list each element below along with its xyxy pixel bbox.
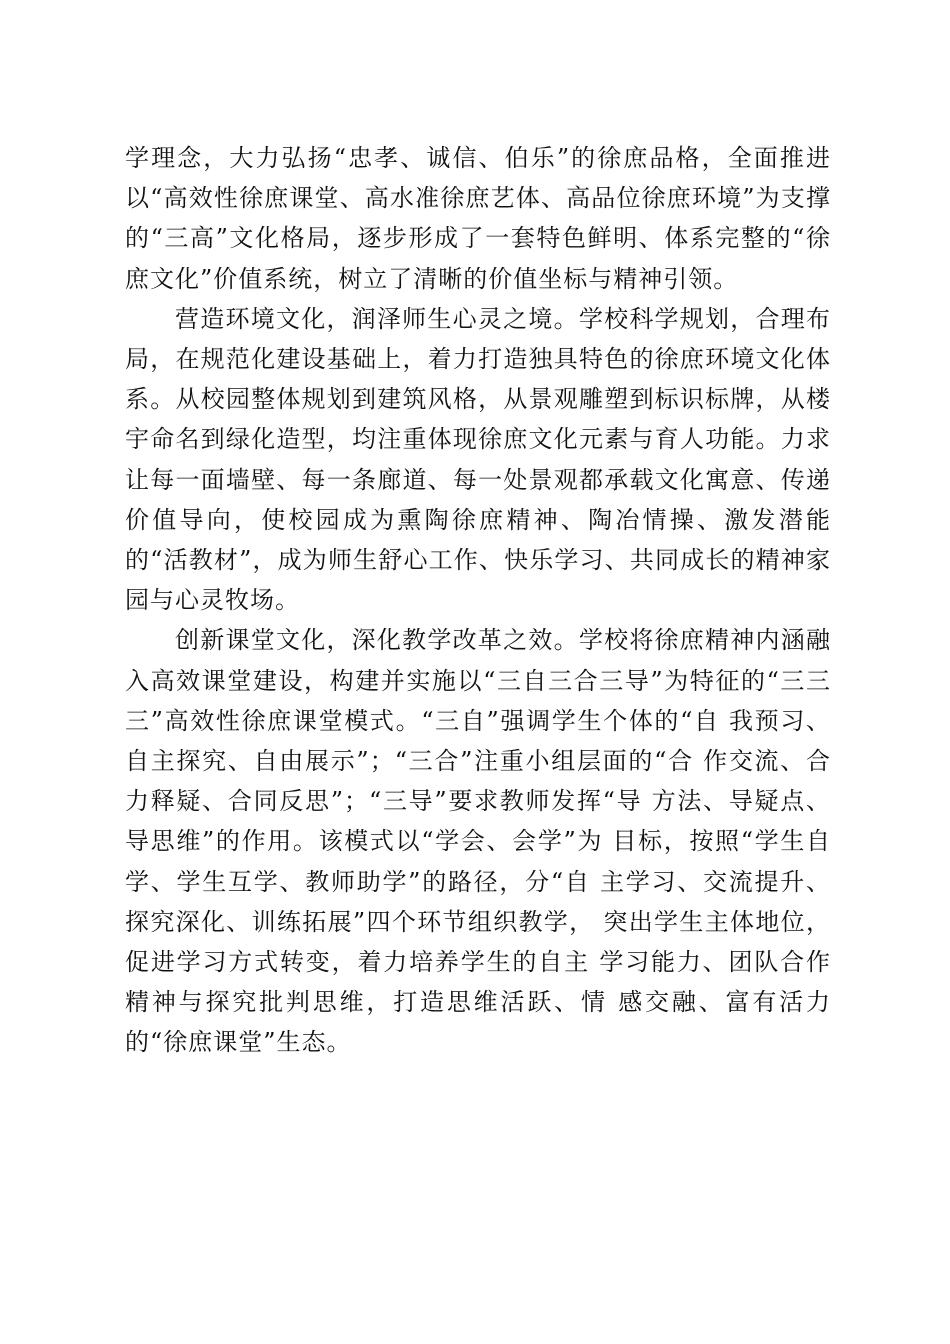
paragraph-classroom-culture: 创新课堂文化，深化教学改革之效。学校将徐庶精神内涵融入高效课堂建设，构建并实施以“三自三合三导”为特征的“三三三”高效性徐庶课堂模式。“三自”强调学生个体的“自 我预习、自主探究、自由展示”；“三合”注重小组层面的“合 作交流、合力释疑、合同反思”；“三导”要求教师发挥“导 方法、导疑点、导思维”的作用。该模式以“学会、会学”为 目标，按照“学生自学、学生互学、教师助学”的路径，分“自 主学习、交流提升、探究深化、训练拓展”四个环节组织教学， 突出学生主体地位，促进学习方式转变，着力培养学生的自主 学习能力、团队合作精神与探究批判思维，打造思维活跃、情 感交融、富有活力的“徐庶课堂”生态。: [125, 626, 831, 1057]
paragraph-continuation: 学理念，大力弘扬“忠孝、诚信、伯乐”的徐庶品格，全面推进以“高效性徐庶课堂、高水准徐庶艺体、高品位徐庶环境”为支撑的“三高”文化格局，逐步形成了一套特色鲜明、体系完整的“徐庶文化”价值系统，树立了清晰的价值坐标与精神引领。: [125, 144, 831, 293]
paragraph-environment-culture: 营造环境文化，润泽师生心灵之境。学校科学规划，合理布局，在规范化建设基础上，着力打造独具特色的徐庶环境文化体系。从校园整体规划到建筑风格，从景观雕塑到标识标牌，从楼宇命名到绿化造型，均注重体现徐庶文化元素与育人功能。力求让每一面墙壁、每一条廊道、每一处景观都承载文化寓意、传递价值导向，使校园成为熏陶徐庶精神、陶冶情操、激发潜能的“活教材”，成为师生舒心工作、快乐学习、共同成长的精神家园与心灵牧场。: [125, 304, 831, 615]
body-text: [125, 138, 831, 1063]
